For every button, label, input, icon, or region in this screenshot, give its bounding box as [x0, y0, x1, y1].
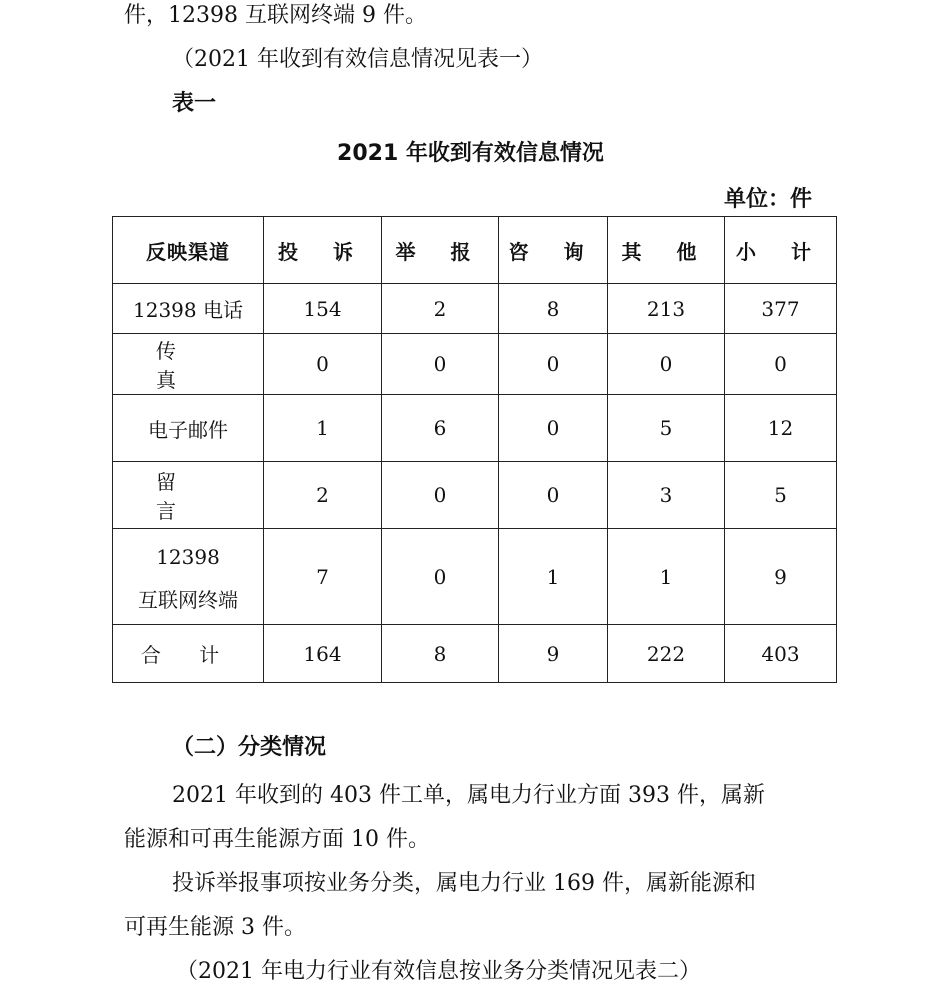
cell-consult: 8	[499, 284, 608, 334]
cell-consult: 9	[499, 625, 608, 683]
cell-report: 0	[382, 334, 499, 395]
cell-subtotal: 0	[725, 334, 837, 395]
row-channel: 电子邮件	[113, 395, 264, 462]
cell-subtotal: 377	[725, 284, 837, 334]
cell-subtotal: 9	[725, 529, 837, 625]
cell-consult: 0	[499, 462, 608, 529]
table-header-row	[113, 217, 837, 284]
cell-other: 0	[608, 334, 725, 395]
header-channel: 反映渠道	[113, 217, 264, 284]
row-channel-line2: 互联网终端	[138, 587, 238, 612]
cell-complaint: 0	[264, 334, 382, 395]
cell-subtotal: 5	[725, 462, 837, 529]
paragraph-1-line-1: 2021 年收到的 403 件工单，属电力行业方面 393 件，属新	[172, 783, 765, 808]
cell-other: 222	[608, 625, 725, 683]
cell-other: 3	[608, 462, 725, 529]
table-title: 2021 年收到有效信息情况	[337, 141, 604, 166]
cell-other: 213	[608, 284, 725, 334]
table-unit: 单位：件	[723, 187, 812, 212]
header-report: 举 报	[382, 217, 499, 284]
row-channel: 留 言	[113, 462, 264, 529]
row-channel: 12398 电话	[113, 284, 264, 334]
cell-complaint: 2	[264, 462, 382, 529]
cell-subtotal: 12	[725, 395, 837, 462]
header-complaint: 投 诉	[264, 217, 382, 284]
table-row	[113, 462, 837, 529]
cell-complaint: 154	[264, 284, 382, 334]
cell-complaint: 1	[264, 395, 382, 462]
header-subtotal: 小 计	[725, 217, 837, 284]
section-heading: （二）分类情况	[172, 735, 327, 760]
row-channel: 传 真	[113, 334, 264, 395]
info-table	[112, 216, 837, 683]
table1-reference: （2021 年收到有效信息情况见表一）	[172, 47, 543, 72]
header-consult: 咨 询	[499, 217, 608, 284]
cell-report: 8	[382, 625, 499, 683]
row-channel-line1: 12398	[156, 544, 220, 569]
cell-consult: 0	[499, 395, 608, 462]
table-row	[113, 284, 837, 334]
cell-other: 5	[608, 395, 725, 462]
cell-complaint: 7	[264, 529, 382, 625]
row-channel	[113, 529, 264, 625]
paragraph-2-line-2: 可再生能源 3 件。	[124, 915, 306, 940]
row-channel: 合 计	[113, 625, 264, 683]
table-total-row	[113, 625, 837, 683]
table-label: 表一	[172, 91, 217, 116]
paragraph-1-line-2: 能源和可再生能源方面 10 件。	[124, 827, 430, 852]
cell-subtotal: 403	[725, 625, 837, 683]
table-row	[113, 529, 837, 625]
cell-report: 0	[382, 462, 499, 529]
cell-report: 6	[382, 395, 499, 462]
header-other: 其 他	[608, 217, 725, 284]
table2-reference: （2021 年电力行业有效信息按业务分类情况见表二）	[176, 959, 701, 984]
cell-report: 2	[382, 284, 499, 334]
table-row	[113, 395, 837, 462]
table-row	[113, 334, 837, 395]
cell-other: 1	[608, 529, 725, 625]
paragraph-2-line-1: 投诉举报事项按业务分类，属电力行业 169 件，属新能源和	[172, 871, 756, 896]
cell-consult: 0	[499, 334, 608, 395]
paragraph-top-line: 件，12398 互联网终端 9 件。	[124, 3, 427, 28]
cell-consult: 1	[499, 529, 608, 625]
cell-report: 0	[382, 529, 499, 625]
cell-complaint: 164	[264, 625, 382, 683]
